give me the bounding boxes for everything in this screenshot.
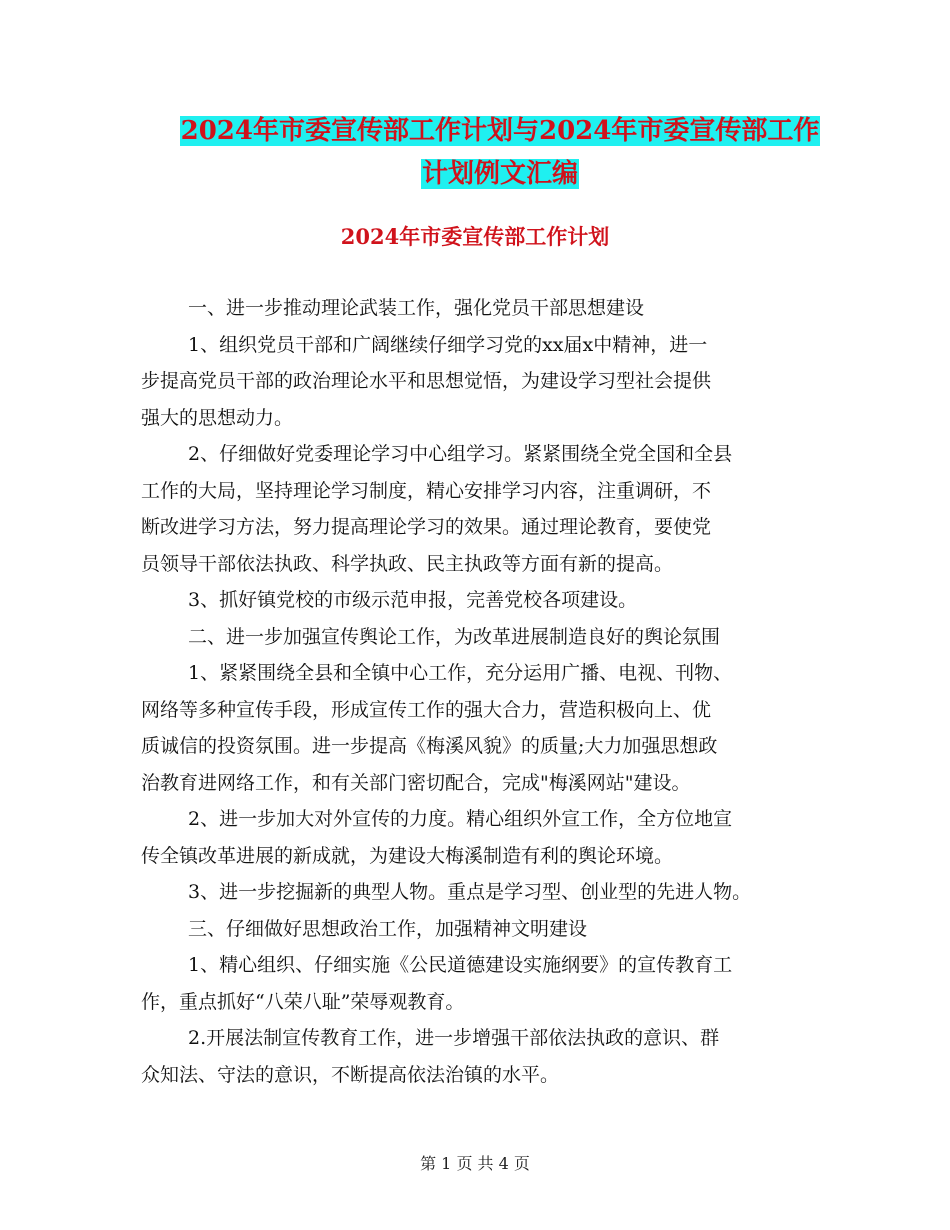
document-title-line-1: [140, 113, 860, 149]
body-line: 众知法、守法的意识，不断提高依法治镇的水平。: [141, 1063, 560, 1086]
body-line: 2、仔细做好党委理论学习中心组学习。紧紧围绕全党全国和全县: [188, 443, 733, 465]
body-line: 步提高党员干部的政治理论水平和思想觉悟，为建设学习型社会提供: [141, 370, 712, 392]
body-line: 一、进一步推动理论武装工作，强化党员干部思想建设: [188, 297, 645, 319]
page-footer: 第 1 页 共 4 页: [420, 1154, 530, 1173]
body-line: 3、进一步挖掘新的典型人物。重点是学习型、创业型的先进人物。: [188, 881, 752, 903]
body-line: 断改进学习方法，努力提高理论学习的效果。通过理论教育，要使党: [141, 516, 712, 538]
section-subtitle: 2024年市委宣传部工作计划: [340, 224, 610, 249]
body-line: 二、进一步加强宣传舆论工作，为改革进展制造良好的舆论氛围: [188, 625, 721, 648]
body-line: 强大的思想动力。: [141, 406, 294, 429]
body-line: 1、组织党员干部和广阔继续仔细学习党的xx届x中精神，进一: [188, 333, 708, 356]
body-line: 工作的大局，坚持理论学习制度，精心安排学习内容，注重调研，不: [141, 479, 712, 502]
body-line: 质诚信的投资氛围。进一步提高《梅溪风貌》的质量;大力加强思想政: [141, 735, 718, 757]
body-line: 1、精心组织、仔细实施《公民道德建设实施纲要》的宣传教育工: [188, 954, 733, 976]
body-line: 1、紧紧围绕全县和全镇中心工作，充分运用广播、电视、刊物、: [188, 662, 733, 684]
body-line: 治教育进网络工作，和有关部门密切配合，完成"梅溪网站"建设。: [141, 771, 691, 794]
document-body: [141, 290, 821, 1093]
body-line: 传全镇改革进展的新成就，为建设大梅溪制造有利的舆论环境。: [141, 844, 674, 867]
body-line: 作，重点抓好“八荣八耻”荣辱观教育。: [141, 990, 465, 1013]
title-highlight-2: 计划例文汇编: [421, 159, 578, 189]
body-line: 2、进一步加大对外宣传的力度。精心组织外宣工作，全方位地宣: [188, 808, 733, 830]
body-line: 员领导干部依法执政、科学执政、民主执政等方面有新的提高。: [141, 552, 674, 575]
body-line: 三、仔细做好思想政治工作，加强精神文明建设: [188, 917, 588, 940]
body-line: 网络等多种宣传手段，形成宣传工作的强大合力，营造积极向上、优: [141, 698, 712, 721]
document-title-line-2: [140, 156, 860, 192]
title-highlight-1: 2024年市委宣传部工作计划与2024年市委宣传部工作: [180, 116, 820, 146]
body-line: 2.开展法制宣传教育工作，进一步增强干部依法执政的意识、群: [188, 1027, 720, 1049]
body-line: 3、抓好镇党校的市级示范申报，完善党校各项建设。: [188, 589, 638, 611]
